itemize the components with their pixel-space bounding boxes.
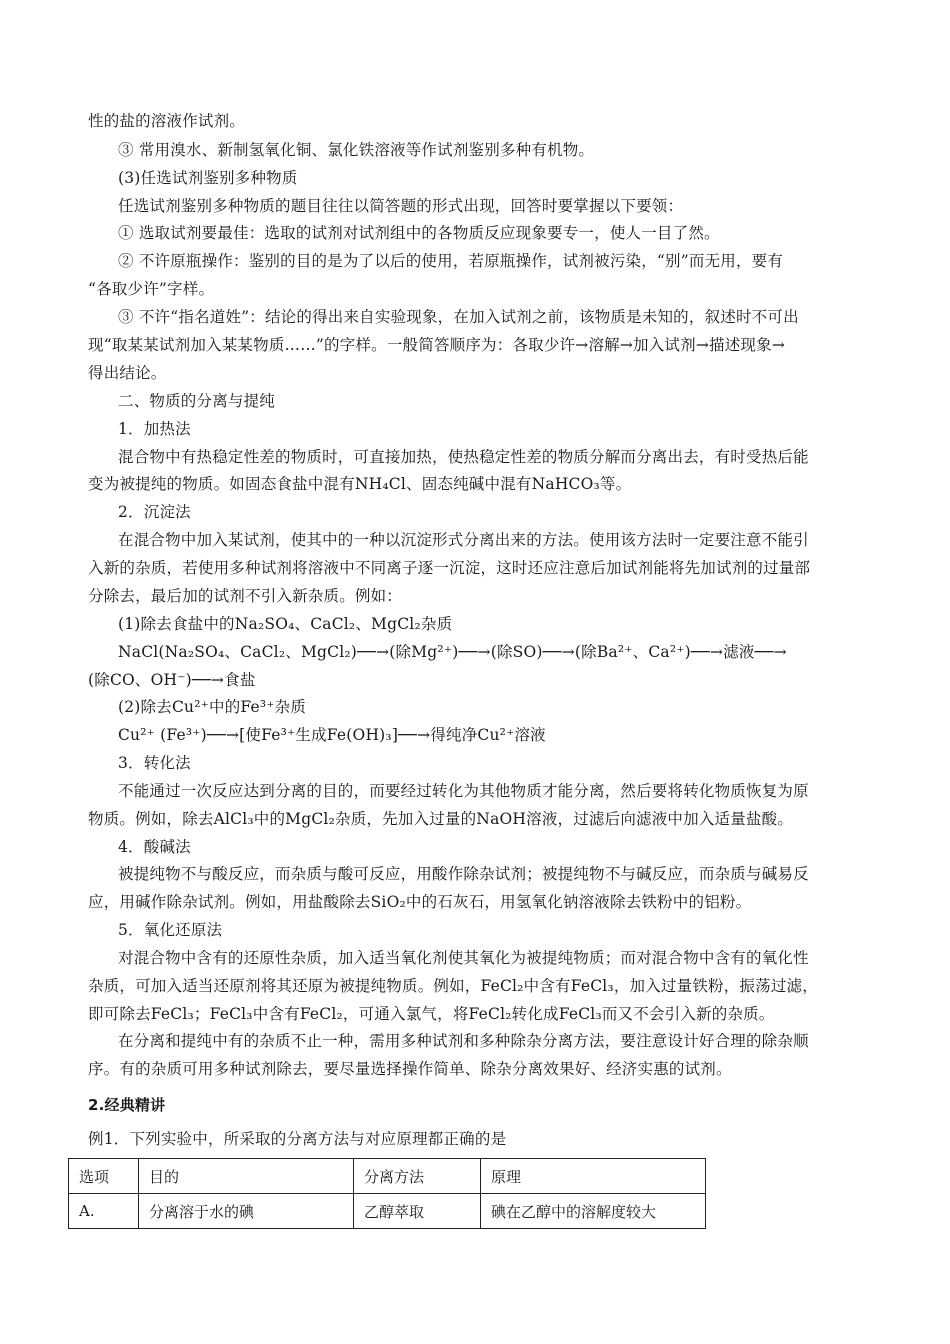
table-row <box>69 1194 706 1229</box>
text-line: 物质。例如，除去AlCl₃中的MgCl₂杂质，先加入过量的NaOH溶液，过滤后向滤液中加入适量盐酸。 <box>88 810 794 828</box>
text-line: ② 不许原瓶操作：鉴别的目的是为了以后的使用，若原瓶操作，试剂被污染，“别”而无用，要有 <box>118 252 784 270</box>
text-line: 在混合物中加入某试剂，使其中的一种以沉淀形式分离出来的方法。使用该方法时一定要注意不能引 <box>118 531 809 549</box>
options-table <box>68 1158 706 1229</box>
subsection-heading: 4．酸碱法 <box>118 838 191 856</box>
text-line: 被提纯物不与酸反应，而杂质与酸可反应，用酸作除杂试剂；被提纯物不与碱反应，而杂质与碱易反 <box>118 865 809 883</box>
subsection-heading: 2．沉淀法 <box>118 503 191 521</box>
text-line: 即可除去FeCl₃；FeCl₃中含有FeCl₂，可通入氯气，将FeCl₂转化成FeCl₃而又不会引入新的杂质。 <box>88 1005 775 1023</box>
text-line: 杂质，可加入适当还原剂将其还原为被提纯物质。例如，FeCl₂中含有FeCl₃，加入过量铁粉，振荡过滤， <box>88 977 818 995</box>
table-header-cell: 目的 <box>139 1159 354 1194</box>
section-heading: 二、物质的分离与提纯 <box>118 392 276 410</box>
text-line: 得出结论。 <box>88 364 167 382</box>
reaction-scheme: NaCl(Na₂SO₄、CaCl₂、MgCl₂)──→(除Mg²⁺)──→(除SO)──→(除Ba²⁺、Ca²⁺)──→滤液──→ <box>118 643 787 661</box>
text-line: 分除去，最后加的试剂不引入新杂质。例如： <box>88 587 403 605</box>
section-heading-bold: 2.经典精讲 <box>88 1096 166 1114</box>
text-line: 对混合物中含有的还原性杂质，加入适当氧化剂使其氧化为被提纯物质；而对混合物中含有的氧化性 <box>118 949 809 967</box>
table-cell: 乙醇萃取 <box>354 1194 481 1229</box>
text-line: ③ 不许“指名道姓”：结论的得出来自实验现象，在加入试剂之前，该物质是未知的，叙述时不可出 <box>118 308 799 326</box>
table-header-cell: 分离方法 <box>354 1159 481 1194</box>
text-line: 入新的杂质，若使用多种试剂将溶液中不同离子逐一沉淀，这时还应注意后加试剂能将先加试剂的过量部 <box>88 559 811 577</box>
text-line: 混合物中有热稳定性差的物质时，可直接加热，使热稳定性差的物质分解而分离出去，有时受热后能 <box>118 448 809 466</box>
text-line: 性的盐的溶液作试剂。 <box>88 112 246 130</box>
text-line: 任选试剂鉴别多种物质的题目往往以简答题的形式出现，回答时要掌握以下要领： <box>118 197 684 215</box>
table-header-cell: 原理 <box>481 1159 706 1194</box>
text-line: ① 选取试剂要最佳：选取的试剂对试剂组中的各物质反应现象要专一，使人一目了然。 <box>118 224 720 242</box>
text-line: 现“取某某试剂加入某某物质……”的字样。一般简答顺序为：各取少许→溶解→加入试剂→描述现象→ <box>88 336 786 354</box>
text-line: 在分离和提纯中有的杂质不止一种，需用多种试剂和多种除杂分离方法，要注意设计好合理的除杂顺 <box>118 1032 809 1050</box>
subsection-heading: 1．加热法 <box>118 420 191 438</box>
table-cell: 碘在乙醇中的溶解度较大 <box>481 1194 706 1229</box>
table-header-row <box>69 1159 706 1194</box>
table-cell: 分离溶于水的碘 <box>139 1194 354 1229</box>
text-line: 应，用碱作除杂试剂。例如，用盐酸除去SiO₂中的石灰石，用氢氧化钠溶液除去铁粉中的铝粉。 <box>88 893 752 911</box>
text-line: 不能通过一次反应达到分离的目的，而要经过转化为其他物质才能分离，然后要将转化物质恢复为原 <box>118 782 809 800</box>
reaction-scheme: (除CO、OH⁻)──→食盐 <box>88 671 256 689</box>
text-line: “各取少许”字样。 <box>88 280 215 298</box>
subsection-heading: 3．转化法 <box>118 754 191 772</box>
table-cell: A. <box>69 1194 139 1229</box>
reaction-scheme: Cu²⁺ (Fe³⁺)──→[使Fe³⁺生成Fe(OH)₃]──→得纯净Cu²⁺溶液 <box>118 726 546 744</box>
text-line: (3)任选试剂鉴别多种物质 <box>118 169 298 187</box>
text-line: 变为被提纯的物质。如固态食盐中混有NH₄Cl、固态纯碱中混有NaHCO₃等。 <box>88 475 632 493</box>
text-line: (2)除去Cu²⁺中的Fe³⁺杂质 <box>118 698 307 716</box>
text-line: 序。有的杂质可用多种试剂除去，要尽量选择操作简单、除杂分离效果好、经济实惠的试剂。 <box>88 1060 732 1078</box>
text-line: (1)除去食盐中的Na₂SO₄、CaCl₂、MgCl₂杂质 <box>118 615 453 633</box>
table-header-cell: 选项 <box>69 1159 139 1194</box>
text-line: ③ 常用溴水、新制氢氧化铜、氯化铁溶液等作试剂鉴别多种有机物。 <box>118 141 595 159</box>
subsection-heading: 5．氧化还原法 <box>118 921 223 939</box>
example-question: 例1．下列实验中，所采取的分离方法与对应原理都正确的是 <box>88 1130 507 1148</box>
